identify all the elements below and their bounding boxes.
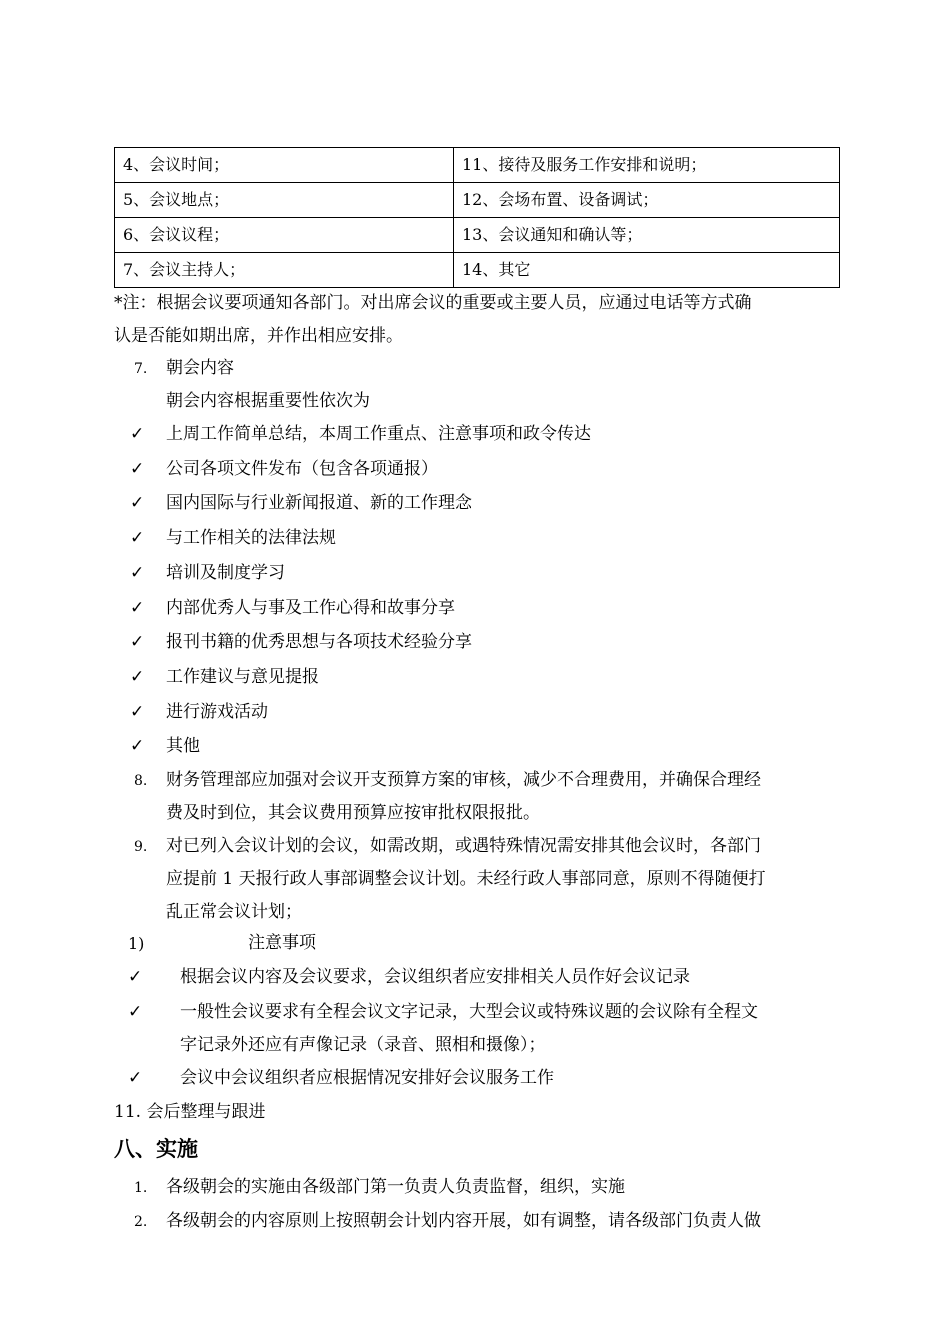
sub-check-2-line-1: 一般性会议要求有全程会议文字记录，大型会议或特殊议题的会议除有全程文 xyxy=(180,1002,758,1022)
item-number: 9. xyxy=(134,839,148,855)
table-cell: 12、会场布置、设备调试； xyxy=(454,183,840,218)
checklist-item: 与工作相关的法律法规 xyxy=(166,528,336,548)
check-icon: ✓ xyxy=(128,1002,143,1022)
item-number: 8. xyxy=(134,773,148,789)
sub-check-1: 根据会议内容及会议要求，会议组织者应安排相关人员作好会议记录 xyxy=(180,967,690,987)
check-icon: ✓ xyxy=(130,493,145,513)
checklist-item: 工作建议与意见提报 xyxy=(166,667,319,687)
item-9-line-2: 应提前 1 天报行政人事部调整会议计划。未经行政人事部同意，原则不得随便打 xyxy=(166,869,766,889)
checklist-item: 培训及制度学习 xyxy=(166,563,285,583)
table-row xyxy=(115,148,840,183)
table-cell: 5、会议地点； xyxy=(115,183,454,218)
check-icon: ✓ xyxy=(130,424,145,444)
table-row xyxy=(115,218,840,253)
check-icon: ✓ xyxy=(130,563,145,583)
item-number: 7. xyxy=(134,361,148,377)
checklist-item: 公司各项文件发布（包含各项通报） xyxy=(166,459,438,479)
checklist-item: 内部优秀人与事及工作心得和故事分享 xyxy=(166,598,455,618)
table-cell: 11、接待及服务工作安排和说明； xyxy=(454,148,840,183)
sub-item-title: 注意事项 xyxy=(248,933,316,953)
note-line-2: 认是否能如期出席，并作出相应安排。 xyxy=(114,326,403,346)
checklist-item: 其他 xyxy=(166,736,200,756)
item-11: 11. 会后整理与跟进 xyxy=(114,1102,266,1122)
sub-check-3: 会议中会议组织者应根据情况安排好会议服务工作 xyxy=(180,1068,554,1088)
item-9-line-1: 对已列入会议计划的会议，如需改期，或遇特殊情况需安排其他会议时，各部门 xyxy=(166,836,761,856)
check-icon: ✓ xyxy=(130,598,145,618)
check-icon: ✓ xyxy=(128,1068,143,1088)
sub-item-number: 1) xyxy=(128,934,145,953)
item-8-line-2: 费及时到位，其会议费用预算应按审批权限报批。 xyxy=(166,803,540,823)
check-icon: ✓ xyxy=(130,459,145,479)
check-icon: ✓ xyxy=(130,702,145,722)
table-cell: 6、会议议程； xyxy=(115,218,454,253)
table-row xyxy=(115,253,840,288)
check-icon: ✓ xyxy=(130,667,145,687)
table-cell: 13、会议通知和确认等； xyxy=(454,218,840,253)
item-7-title: 朝会内容 xyxy=(166,358,234,378)
item-number: 1. xyxy=(134,1180,148,1196)
check-icon: ✓ xyxy=(128,967,143,987)
item-9-line-3: 乱正常会议计划； xyxy=(166,902,302,922)
checklist-item: 国内国际与行业新闻报道、新的工作理念 xyxy=(166,493,472,513)
note-line-1: *注：根据会议要项通知各部门。对出席会议的重要或主要人员，应通过电话等方式确 xyxy=(114,293,752,313)
section-item-1: 各级朝会的实施由各级部门第一负责人负责监督，组织，实施 xyxy=(166,1177,625,1197)
check-icon: ✓ xyxy=(130,528,145,548)
checklist-item: 上周工作简单总结，本周工作重点、注意事项和政令传达 xyxy=(166,424,591,444)
check-icon: ✓ xyxy=(130,736,145,756)
sub-check-2-line-2: 字记录外还应有声像记录（录音、照相和摄像）； xyxy=(180,1035,546,1055)
section-item-2: 各级朝会的内容原则上按照朝会计划内容开展，如有调整，请各级部门负责人做 xyxy=(166,1211,761,1231)
checklist-item: 报刊书籍的优秀思想与各项技术经验分享 xyxy=(166,632,472,652)
section-heading: 八、实施 xyxy=(114,1137,198,1161)
table-cell: 7、会议主持人； xyxy=(115,253,454,288)
table-cell: 14、其它 xyxy=(454,253,840,288)
item-number: 2. xyxy=(134,1214,148,1230)
meeting-items-table xyxy=(114,147,840,288)
item-8-line-1: 财务管理部应加强对会议开支预算方案的审核，减少不合理费用，并确保合理经 xyxy=(166,770,761,790)
table-cell: 4、会议时间； xyxy=(115,148,454,183)
table-row xyxy=(115,183,840,218)
checklist-item: 进行游戏活动 xyxy=(166,702,268,722)
item-7-intro: 朝会内容根据重要性依次为 xyxy=(166,391,370,411)
check-icon: ✓ xyxy=(130,632,145,652)
